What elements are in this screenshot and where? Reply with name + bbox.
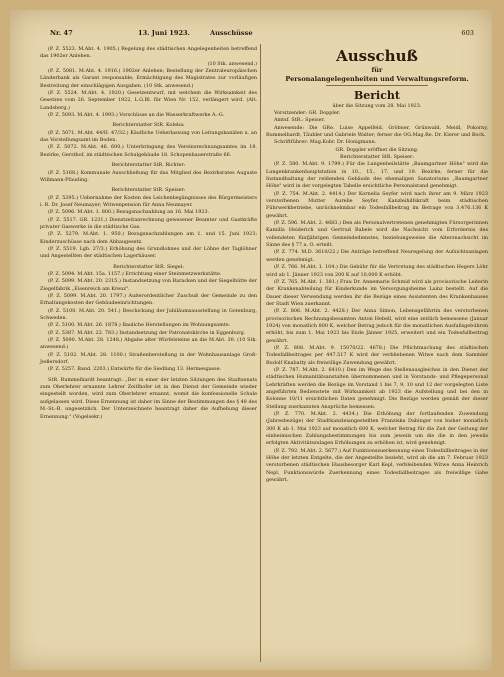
text-block: (P. Z. 5072. M.Abt. 46. 600.) Unterbringung des Vereinsrechnungsamtes im 18. Bezirke, Gersthof, im städtischen Schulgebäude 18. Schopenhauerstraße 66. xyxy=(40,144,257,158)
left-column xyxy=(40,46,257,421)
text-block: (P. Z. 596. M.Abt. 2. 4683.) Den als Personalvertretenen genehmigten Fürsorgerinnen Kamilla Heiderich und Gertrud Babele wird die Nachsicht vom Erfordernis des vollendeten fünfjährigen Gemeindedienstes, beziehungsweise die Altersnachsicht im Sinne des § 77 a. O. erteilt. xyxy=(266,220,488,249)
title-rule xyxy=(326,85,428,86)
text-block: (P. Z. 808. M.Abt. 9. 15070/22. 4678.) Die Pflichtmachung des städtischen Todesfallbeitrages per 447.517 K wird der verbliebenen Witwe nach dem Sammler Rudolf Knabatty als freiwillige Zuwendung gewährt. xyxy=(266,344,488,366)
text-block: (P. Z. 5257. Band. 2203.) Entwürfe für die Siedlung 13. Hermesgasse. xyxy=(48,366,222,373)
text-block: über die Sitzung vom 28. Mai 1923. xyxy=(332,102,422,109)
column-divider xyxy=(260,44,261,662)
right-column xyxy=(266,46,488,484)
text-block: Berichterstatter StR. Siegel: xyxy=(113,263,184,270)
text-block: (P. Z. 770. M.Abt. 2. 4434.) Die Erhöhung der fortlaufenden Zuwendung (Jahresbezüge) der Stadtkanzleiangestellten Franziska Dabinger von bisher monatlich 300 K ab 1. Mai 1923 auf monatlich 600 K, welcher Betrag für die Zeit der Geltung der einheimischen Zahlungsbestimmungen bis zum jeweils um die die in den jeweils erfolgten Aktivitätszulagen Erhöhungen zu erhöhen ist, wird genehmigt. xyxy=(266,411,488,447)
text-block: (P. Z. 5524. M.Abt. 4. 1920.) Gesetzentwurf, mit welchem die Wirksamkeit des Gesetzes vom 26. September 1922, L.G.Bl. für Wien Nr. 152, verlängert wird. (Alt. Landsberg.) xyxy=(40,90,257,111)
text-block: (10 Stk. anwesend.) xyxy=(207,60,257,67)
text-block: (P. Z. 5096. M.Abt. 1. 800.) Bezugsnachzahlung an 16. Mai 1923. xyxy=(48,209,210,216)
text-block: Berichterstatter StR. Speiser: xyxy=(111,187,186,194)
text-block: (P. Z. 5102. M.Abt. 28. 1100.) Straßenherstellung in der Wohnhausanlage Groß-Jedlersdorf. xyxy=(40,351,257,366)
page-number: 603 xyxy=(461,29,474,37)
text-block: für xyxy=(371,66,383,74)
text-block: (P. Z. 5099. M.Abt. 20. 1797.) Außerordentlicher Zuschuß der Gemeinde zu den Erhaltungskosten der Gebäudeeinrichtungen. xyxy=(40,293,257,307)
text-block: Berichterstatter StR. Speiser: xyxy=(339,154,415,160)
text-block: (P. Z. 787. M.Abt. 2. 6410.) Den im Wege des Stellenausgleiches in den Dienst der städtischen Humanitätsanstalten übernommenen und in Vorstands- und Pflegepersonal Lehrkräften werden die Bezüge im Vorstand 1 bis 7, 9, 10 und 12 der vorgelegten Liste angeführten Bedienstete mit Wirksamkeit ab 1923 die Aufstellung und bei den in Kolonne 10/11 ersichtlichen Daten genehmigt. Die Bezüge werden gemäß der dieser Stellung zuerkannten Ansprüche bemessen. xyxy=(266,366,488,410)
text-block: (P. Z. 5395.) Uebernahme der Kosten des Leichenbegängnisses des Bürgermeisters i. R. Dr. Josef Neumayer; Witwenpension für Anna Neumayer. xyxy=(40,194,257,208)
text-block: (P. Z. 792. M.Abt. 2. 5677.) Auf Funktionszuerkennung eines Todesfallbeitrages in der Höhe der letzten Entgelte, die der Angestellte bezieht, wird ab die am 7. Februar 1923 verstorbenen städtischen Hausbesorger Karl Kepl, verbleibenden Witwe Anna Heinrich Nepl, Funktionswürde Zuerkennung eines Todesfallbeitrages als freiwillige Gabe gewährt. xyxy=(266,447,488,484)
text-block: (P. Z. 5093. M.Abt. 4. 1993.) Vorschüsse an die Wasserkraftwerke A.-G. xyxy=(48,112,225,119)
newspaper-page xyxy=(10,10,492,670)
issue-date: 13. Juni 1923. xyxy=(138,29,190,37)
text-block: (P. Z. 5100. M.Abt. 20. 541.) Beschickung der Jubiläumsausstellung in Gotenburg, Schweden. xyxy=(40,307,257,322)
text-block: (P. Z. 5279. M.Abt. 1. 950.) Bezugsnachzahlungen am 1. und 15. Juni 1923; Kinderzuschüsse nach dem Abbaugesetz. xyxy=(40,231,257,245)
text-block: Vorsitzender: GR. Doppler. xyxy=(274,109,341,116)
section-title: Ausschüsse xyxy=(210,29,253,37)
text-block: Schriftführer: Mag.Kobr. Dr. Honigmann. xyxy=(274,139,377,146)
text-block: (P. Z. 5519. Lgb. 27/3.) Erhöhung des Grundlohnes und der Löhne der Taglöhner und Angestellten der städtischen Lagerhäuser. xyxy=(40,245,257,260)
text-block: Anwesende: Die GRe. Luise Appelfeld, Gröbner, Grünwald, Meidl, Pokorny, Rummelhardt, Täubler und Gabriele Walter; ferner die OG.Mag.Re. Dr. Kierer und Bock. xyxy=(266,124,488,138)
text-block: Berichterstatter StR. Koleba: xyxy=(112,122,185,129)
text-block: Ausschuß xyxy=(336,47,418,65)
text-block: (P. Z. 5523. M.Abt. 4. 1905.) Regelung des städtischen Angelegenheiten betreffend das 1902er Anlehen. xyxy=(40,46,257,60)
text-block: (P. Z. 5099. M.Abt. 20. 2315.) Instandsetzung von Baracken und der Siegelhütte der Ziegelfabrik „Eisenreich am Kreuz". xyxy=(40,278,257,292)
text-block: GR. Doppler eröffnet die Sitzung. xyxy=(335,146,419,153)
text-block: StR. Rummelhardt beantragt: „Der in einer der letzten Sitzungen des Stadtsenats zum Oberlehrer ernannte Lehrer Zeitlhofer ist in den Dienst der Gemeinde wieder eingestellt worden, wird zum Oberlehrer ernannt, womit die konfessionelle Schule aufgelassen wird. Diese Ernennung ist daher im Sinne der Bestimmungen des § 48 des M.-St.-B. ungesetzlich. Der Unterzeichnete beantragt daher die Aufhebung dieser Ernennung." (Vogelsekr.) xyxy=(40,376,257,420)
text-block: (P. Z. 5387. M.Abt. 22. 783.) Instandsetzung der Patronatskirche in Eggenburg. xyxy=(48,329,246,336)
text-block: (P. Z. 774. M.D. 3610/22.) Die Anträge betreffend Neuregelung der Aufsichtsanlagen werden genehmigt. xyxy=(266,249,488,263)
text-block: (P. Z. 806. M.Abt. 2. 4428.) Der Anna Simon, Lebensgefährtin des verstorbenen provisorischen Rechnungsbesamten Anton Hebell, wird eine zeitlich bemessene (Januar 1924) von monatlich 800 K, welcher Betrag jedoch für die monatlichen Ausfallsgebühren erhöht, bis zum 1. Mai 1923 bis Ende Jänner 1925, erweitert und ein Todesfallbeitrag gewährt. xyxy=(266,308,488,344)
text-block: (P. Z. 580. M.Abt. 9. 1799.) Für die Lungenheilstätte „Baumgartner Höhe" wird die Lungenkrankenhauptstation in 10., 15., 17. und 19. Bezirke, ferner für die Instandhaltung der reißenden Gebäude des ehemaligen Sanatoriums „Baumgartner Höhe" wird in der vorgelegten Tabelle ersichtliche Personalstand genehmigt. xyxy=(266,161,488,190)
issue-number: Nr. 47 xyxy=(50,29,73,37)
text-block: (P. Z. 5100. M.Abt. 26. 1878.) Bauliche Herstellungen im Wohnungsamte. xyxy=(48,322,231,329)
text-block: (P. Z. 5071. M.Abt. 44/II. 47/32.) Käufliche Ueberlassung von Leitungskanälen u. an das Vorstellungsamt im Boden. xyxy=(40,129,257,144)
text-block: (P. Z. 766. M.Abt. 1. 104.) Die Gebühr für die Vertretung des städtischen Hegers Löhr wird ab 1. Jänner 1923 von 200 K auf 10,000 K erhöht. xyxy=(266,264,488,278)
text-block: Bericht xyxy=(353,88,401,102)
text-block: (P. Z. 754. M.Abt. 2. 4414.) Der Kornelia Seyfer wird nach ihrer am 9. März 1923 verstorbenen Mutter Aurelie Seyfer, Kanzleihilfskraft beim städtischen Führwerkbetriebe, unrücknehmbar ein Todesfallbeitrag im Betrage von 3,476.136 K gewährt. xyxy=(266,190,488,219)
text-block: Berichterstatter StR. Richter: xyxy=(111,162,186,169)
text-block: (P. Z. 5081. M.Abt. 4. 1916.) 1902er Anlehen; Bestellung der Zentraleuropäischen Länderbank als Garant responsable; Ermächtigung des Magistrates zur vorläufigen Bestreitung der einschlägigen Ausgaben. (10 Stk. anwesend.) xyxy=(40,68,257,89)
text-block: (P. Z. 765. M.Abt. 1. 381.) Frau Dr. Annemarie Schmid wird als provisorische Leiterin der Krankenabteilung für Kinderkunde im Versorgungsheime Lainz bestellt. Auf die Dauer dieser Verwendung werden ihr die Bezüge eines Assistenten des Krankenhauses der Stadt Wien zuerkannt. xyxy=(266,278,488,307)
text-block: (P. Z. 5168.) Kommunale Ausschließung für das Mitglied des Bezirksrates Auguste Willmann-Pfauding. xyxy=(40,169,257,183)
text-block: Amtsf. StR.: Speiser. xyxy=(274,117,325,124)
text-block: (P. Z. 5090. M.Abt. 28. 1248.) Abgabe alter Würfelsteine an die M.Abt. 30. (10 Stk. anwesend.) xyxy=(40,337,257,351)
text-block: Personalangelegenheiten und Verwaltungsreform. xyxy=(285,74,469,83)
text-block: (P. Z. 5517. GR. 1231.) Dienstzeitanrechnung gewesener Beamter und Gastkräfte privater Gaswerke in die städtische Gas. xyxy=(40,216,257,230)
page-header xyxy=(50,26,474,40)
text-block: (P. Z. 5094. M.Abt. 15a. 1157.) Errichtung einer Steinmetzwerkstätte. xyxy=(48,270,222,277)
